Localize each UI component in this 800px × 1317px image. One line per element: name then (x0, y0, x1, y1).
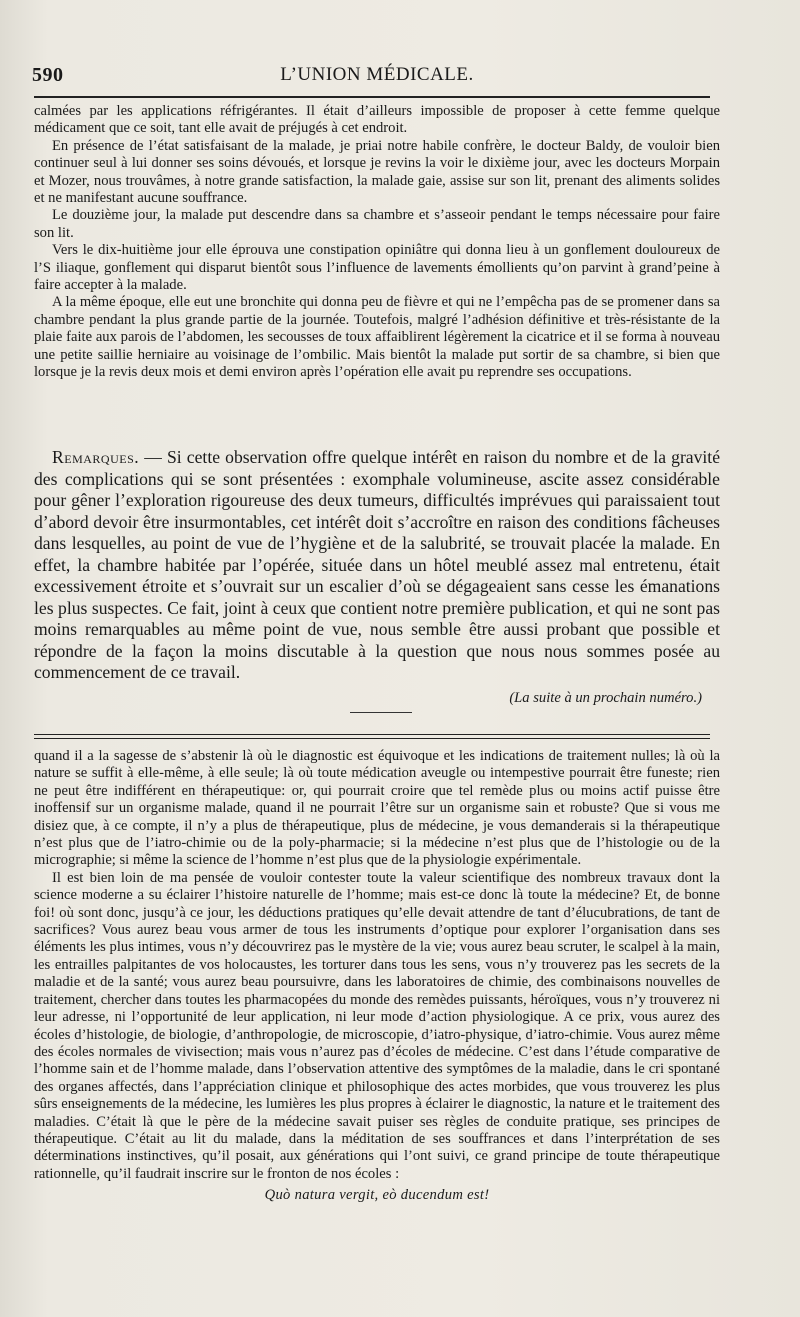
paragraph: Le douzième jour, la malade put descendre dans sa chambre et s’asseoir pendant le temps nécessaire pour faire son lit. (34, 207, 720, 241)
paragraph: Vers le dix-huitième jour elle éprouva une constipation opiniâtre qui donna lieu à un gonflement douloureux de l’S iliaque, gonflement qui disparut bientôt sous l’influence de lavements émollients qu’on parvint à grand’peine à faire accepter à la malade. (34, 242, 720, 294)
running-title: L’UNION MÉDICALE. (280, 64, 474, 85)
remarks-text: — Si cette observation offre quelque intérêt en raison du nombre et de la gravité des complications qui se sont présentées : exomphale volumineuse, ascite assez considérable pour gêner l’exploration rigoureuse des deux tumeurs, difficultés imprévues qui paraissaient tout d’abord devoir être insurmontables, cet intérêt doit s’accroître en raison des conditions fâcheuses dans lesquelles, au point de vue de l’hygiène et de la salubrité, se trouvait placée la malade. En effet, la chambre habitée par l’opérée, située dans un hôtel meublé assez mal entretenu, était excessivement étroite et s’ouvrait sur un escalier d’où se dégageaient sans cesse les émanations les plus suspectes. Ce fait, joint à ceux que contient notre première publication, et qui ne sont pas moins remarquables au même point de vue, nous semble être aussi probant que possible et répondre de la façon la moins discutable à la question que nous nous sommes posée au commencement de ce travail. (34, 447, 720, 682)
continued-note: (La suite à un prochain numéro.) (509, 689, 702, 706)
section-end-rule (350, 712, 412, 713)
paragraph: calmées par les applications réfrigérantes. Il était d’ailleurs impossible de proposer à cette femme quelque médicament que ce soit, tant elle avait de préjugés à cet endroit. (34, 103, 720, 137)
remarks-section (34, 447, 720, 709)
latin-maxim: Quò natura vergit, eò ducendum est! (264, 1187, 490, 1204)
page-number: 590 (32, 64, 64, 86)
paragraph: Il est bien loin de ma pensée de vouloir contester toute la valeur scientifique des nombreux travaux dont la science moderne a su éclairer l’histoire naturelle de l’homme; mais est-ce donc là toute la médecine? Et, de bonne foi! où sont donc, jusqu’à ce jour, les déductions pratiques qu’elle devait attendre de tant d’élucubrations, de tant de sacrifices? Vous aurez beau vous armer de tous les instruments d’optique pour explorer l’organisation dans ses éléments les plus intimes, vous n’y découvrirez pas le mystère de la vie; vous aurez beau scruter, le scalpel à la main, les entrailles palpitantes de vos holocaustes, les torturer dans tous les sens, vous n’y trouverez pas les secrets de la maladie et de la santé; vous aurez beau poursuivre, dans les laboratoires de chimie, des combinaisons nouvelles de traitement, chercher dans toutes les pharmacopées du monde des remèdes puissants, héroïques, vous n’y trouverez ni leur adresse, ni l’opportunité de leur application, ni leur mode d’action physiologique. A ce prix, vous aurez des écoles d’histologie, de biologie, d’anthropologie, de microscopie, d’iatro-physique, d’iatro-chimie. Vous aurez même des écoles normales de vivisection; mais vous n’aurez pas d’écoles de médecine. C’est dans l’étude comparative de l’homme sain et de l’homme malade, dans l’observation attentive des symptômes de la maladie, dans le cri spontané des organes affectés, dans l’appréciation clinique et philosophique des actes morbides, que vous trouverez les plus sûrs enseignements de la médecine, les lumières les plus propres à éclairer le diagnostic, la nature et le traitement des maladies. C’était là que le père de la médecine savait puiser ses règles de conduite pratique, ses principes de thérapeutique. C’était au lit du malade, dans la méditation de ses souffrances et dans l’interprétation de ses déterminations instinctives, qu’il posait, aux générations qui l’ont suivi, ce grand principe de toute thérapeutique rationnelle, qu’il faudrait inscrire sur le fronton de nos écoles : (34, 869, 720, 1182)
remarks-label: Remarques. (52, 447, 140, 467)
observation-continuation (34, 103, 720, 382)
header-rule (34, 96, 710, 98)
paragraph: En présence de l’état satisfaisant de la malade, je priai notre habile confrère, le docteur Baldy, de vouloir bien continuer seul à lui donner ses soins dévoués, et lorsque je revins la voir le dixième jour, avec les docteurs Morpain et Mozer, nous trouvâmes, à notre grande satisfaction, la malade gaie, assise sur son lit, prenant des aliments solides et ne manifestant aucune souffrance. (34, 137, 720, 207)
paragraph: A la même époque, elle eut une bronchite qui donna peu de fièvre et qui ne l’empêcha pas de se promener dans sa chambre pendant la plus grande partie de la journée. Toutefois, malgré l’adhésion définitive et très-résistante de la plaie faite aux parois de l’abdomen, les secousses de toux affaiblirent légèrement la cicatrice et il se forma à nouveau une petite saillie herniaire au voisinage de l’ombilic. Mais bientôt la malade put sortir de sa chambre, si bien que lorsque je la revis deux mois et demi environ après l’opération elle avait pu reprendre ses occupations. (34, 294, 720, 381)
feuilleton-separator (34, 734, 710, 739)
remarks-paragraph (34, 447, 720, 684)
feuilleton-section (34, 748, 720, 1205)
page-header (32, 62, 722, 90)
paragraph: quand il a la sagesse de s’abstenir là où le diagnostic est équivoque et les indications de traitement nulles; là où la nature se suffit à elle-même, à elle seule; là où toute médication aveugle ou intempestive pourrait être funeste; rien ne peut être indifférent en thérapeutique: or, qui pourrait croire que tel remède plus ou moins actif puisse être inoffensif sur un organisme malade, quand il ne pourrait l’être sur un organisme sain et robuste? Que si vous me disiez que, à ce compte, il n’y a plus de thérapeutique, plus de médecine, je vous demanderais si la thérapeutique n’est plus que de l’iatro-chimie ou de la poly-pharmacie; si la médecine n’est plus que de l’histologie ou de la micrographie; si même la science de l’homme n’est plus que de la physiologie expérimentale. (34, 748, 720, 869)
